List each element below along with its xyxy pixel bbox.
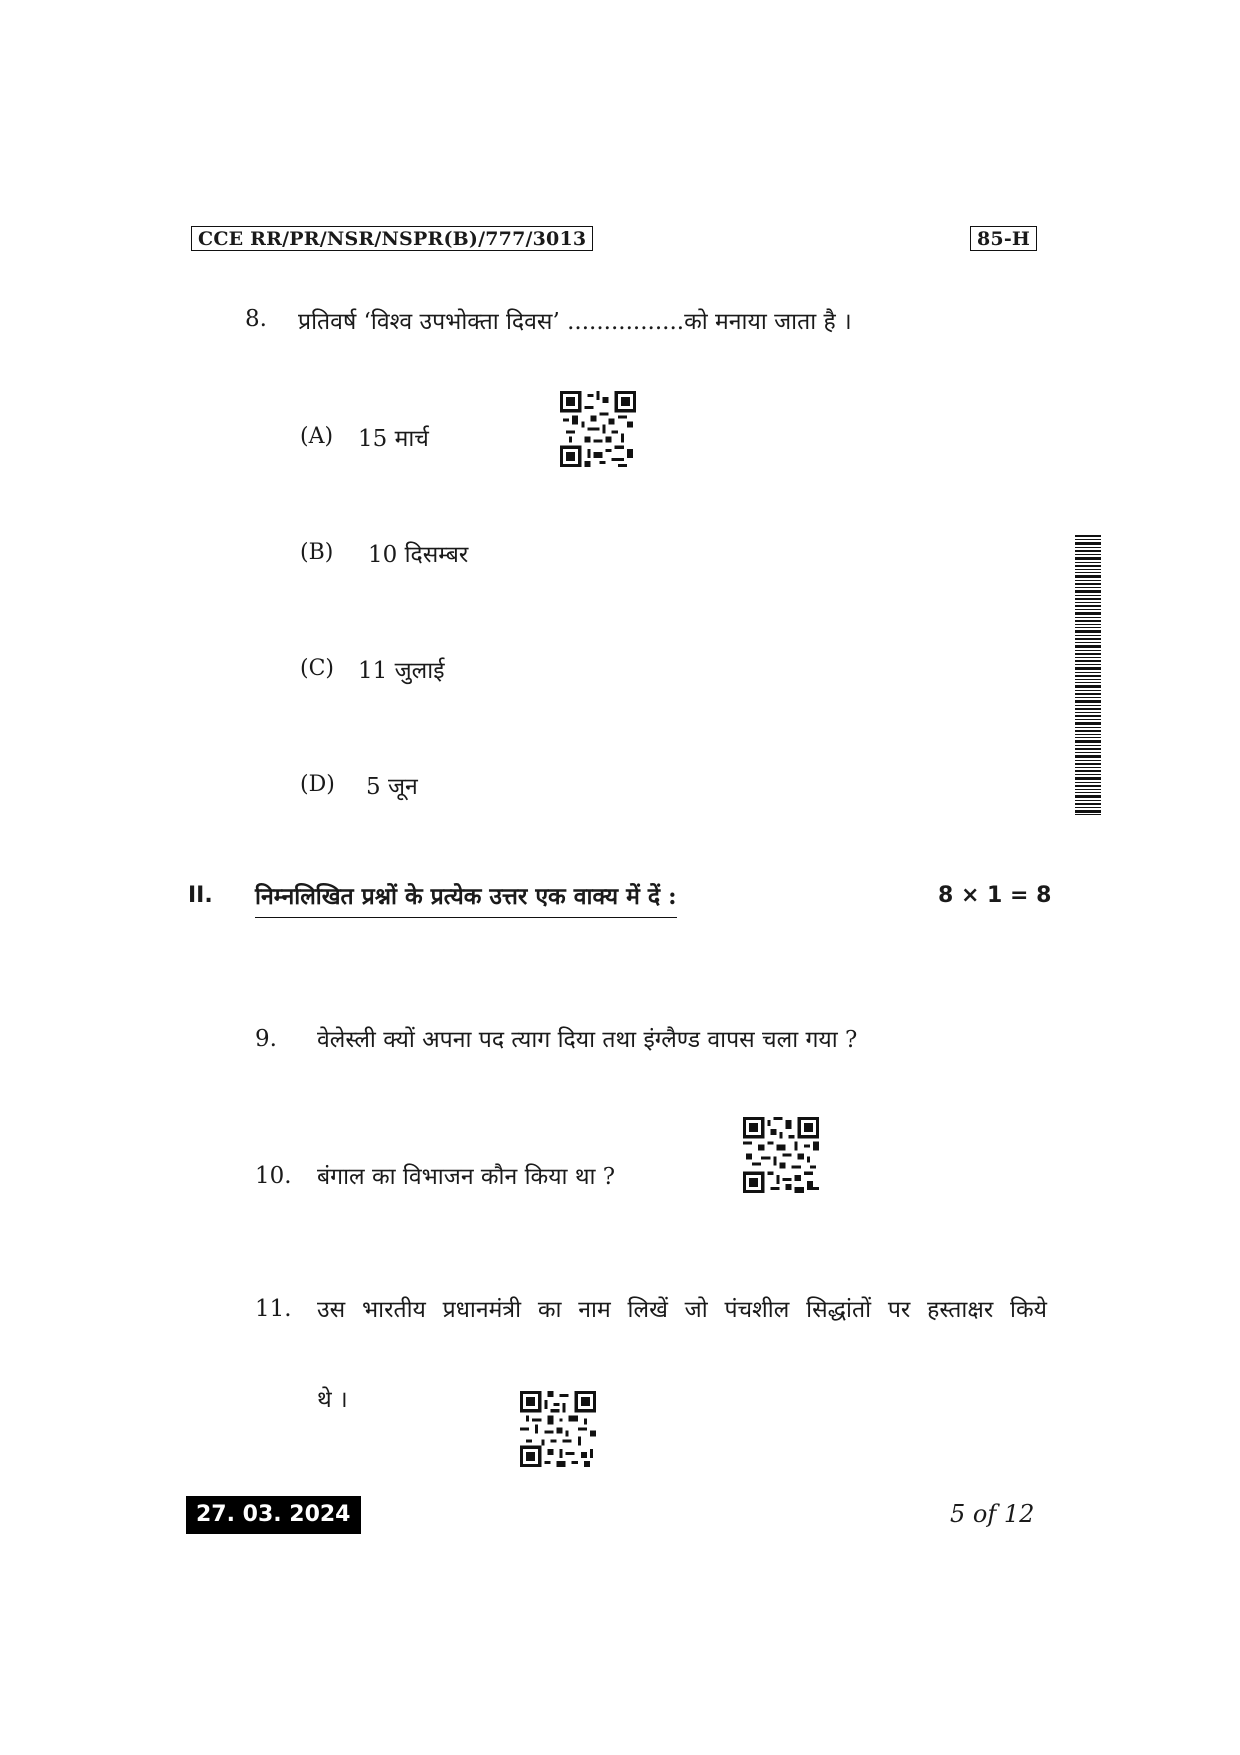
paper-id-label: 85-H	[970, 226, 1037, 251]
qr-code-icon	[560, 391, 636, 467]
question-8-number: 8.	[245, 306, 267, 332]
question-8-text: प्रतिवर्ष ‘विश्व उपभोक्ता दिवस’ ................को मनाया जाता है ।	[298, 309, 852, 335]
page-number: 5 of 12	[950, 1500, 1035, 1528]
barcode-icon	[1075, 535, 1101, 815]
question-11-text-line-2: थे ।	[317, 1387, 348, 1413]
option-a-text: 15 मार्च	[358, 426, 429, 452]
option-a-letter: (A)	[300, 424, 334, 449]
section-marks: 8 × 1 = 8	[938, 883, 1052, 908]
option-b-text: 10 दिसम्बर	[368, 542, 469, 568]
option-b-letter: (B)	[300, 540, 334, 565]
option-c-letter: (C)	[300, 656, 334, 681]
section-number: II.	[188, 883, 213, 908]
question-10-number: 10.	[255, 1163, 292, 1189]
question-11-text-line-1: उस भारतीय प्रधानमंत्री का नाम लिखें जो पंचशील सिद्धांतों पर हस्ताक्षर किये	[317, 1297, 1047, 1323]
section-heading: निम्नलिखित प्रश्नों के प्रत्येक उत्तर एक वाक्य में दें :	[255, 879, 677, 918]
question-9-text: वेलेस्ली क्यों अपना पद त्याग दिया तथा इंग्लैण्ड वापस चला गया ?	[317, 1027, 858, 1053]
qr-code-icon	[520, 1391, 596, 1467]
option-d-letter: (D)	[300, 772, 335, 797]
question-9-number: 9.	[255, 1026, 277, 1052]
option-d-text: 5 जून	[366, 774, 418, 800]
question-11-number: 11.	[255, 1296, 292, 1322]
option-c-text: 11 जुलाई	[358, 658, 445, 684]
qr-code-icon	[743, 1117, 819, 1193]
question-10-text: बंगाल का विभाजन कौन किया था ?	[317, 1164, 616, 1190]
exam-date-badge: 27. 03. 2024	[186, 1496, 361, 1534]
exam-code-label: CCE RR/PR/NSR/NSPR(B)/777/3013	[191, 226, 593, 251]
